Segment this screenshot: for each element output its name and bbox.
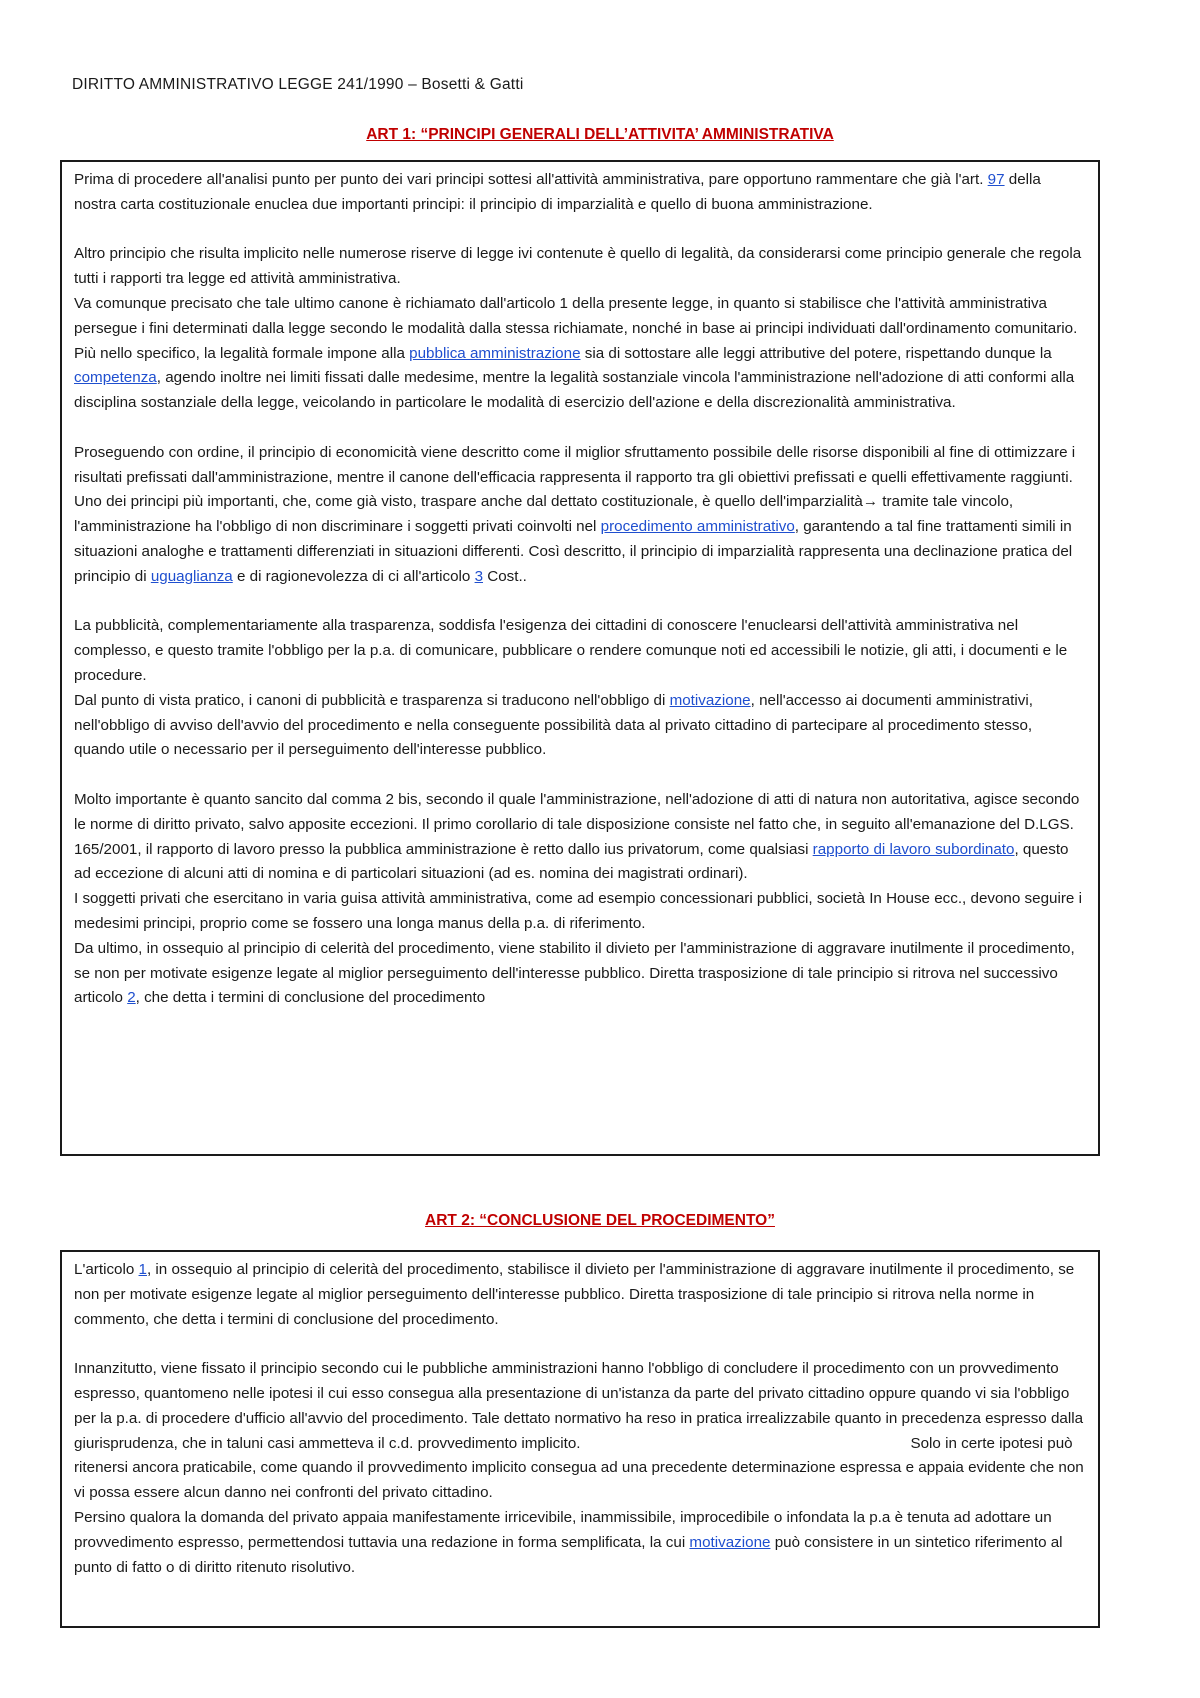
link-art-1[interactable]: 1 — [138, 1261, 147, 1278]
link-rapporto-lavoro-subordinato[interactable]: rapporto di lavoro subordinato — [812, 840, 1015, 858]
text-run: Persino qualora la domanda del privato appaia manifestamente irricevibile, inammissibile, improcedibile o infondata la p.a è tenuta ad adottare un provvedimento espresso, permettendosi tuttavia una redazione in forma semplificata, la cui — [74, 1508, 1052, 1551]
art1-text-box — [60, 160, 1100, 1156]
art1-paragraph — [74, 937, 1086, 1011]
text-run: , nell'accesso ai documenti amministrativi, nell'obbligo di avviso dell'avvio del procedimento e nella conseguente possibilità data al privato cittadino di partecipare al procedimento stesso, quando utile o necessario per il perseguimento dell'interesse pubblico. — [74, 691, 1033, 759]
text-run: Uno dei principi più importanti, che, come già visto, traspare anche dal dettato costituzionale, è quello dell'imparzialità→ tramite tale vincolo, l'amministrazione ha l'obbligo di non discriminare i soggetti privati coinvolti nel — [74, 493, 1014, 536]
art1-paragraph: Va comunque precisato che tale ultimo canone è richiamato dall'articolo 1 della presente legge, in quanto si stabilisce che l'attività amministrativa persegue i fini determinati dalla legge secondo le modalità dalla stessa richiamate, nonché in base ai principi individuati dall'ordinamento comunitario. — [74, 294, 1078, 337]
link-art-3[interactable]: 3 — [474, 567, 484, 585]
text-run: può consistere in un sintetico riferimento al punto di fatto o di diritto ritenuto risolutivo. — [74, 1533, 1063, 1576]
link-motivazione[interactable]: motivazione — [669, 691, 751, 709]
art1-paragraph — [74, 490, 1086, 589]
text-run: Innanzitutto, viene fissato il principio secondo cui le pubbliche amministrazioni hanno l'obbligo di concludere il procedimento con un provvedimento espresso, quantomeno nelle ipotesi il cui esso consegua alla presentazione di un'istanza da parte del privato cittadino oppure quando vi sia l'obbligo per la p.a. di procedere d'ufficio all'avvio del procedimento. Tale dettato normativo ha reso in pratica irrealizzabile quanto in precedenza espresso dalla giurisprudenza, che in taluni casi ammetteva il c.d. provvedimento implicito. — [74, 1360, 1084, 1452]
link-pubblica-amministrazione[interactable]: pubblica amministrazione — [409, 344, 581, 362]
text-run: Solo in certe ipotesi può ritenersi ancora praticabile, come quando il provvedimento implicito consegua ad una precedente determinazione espressa e appaia evidente che non vi possa essere alcun danno nei confronti del privato cittadino. — [74, 1434, 1084, 1502]
art1-heading: ART 1: “PRINCIPI GENERALI DELL’ATTIVITA’ AMMINISTRATIVA — [366, 126, 834, 143]
text-run: Dal punto di vista pratico, i canoni di pubblicità e trasparenza si traducono nell'obbligo di — [74, 691, 670, 709]
text-run: Cost.. — [483, 567, 527, 585]
art1-paragraph — [74, 689, 1086, 763]
art1-paragraph: Proseguendo con ordine, il principio di economicità viene descritto come il miglior sfruttamento possibile delle risorse disponibili al fine di ottimizzare i risultati prefissati dall'amministrazione, mentre il canone dell'efficacia rappresenta il rapporto tra gli obiettivi prefissati e quelli effettivamente raggiunti. — [74, 443, 1076, 486]
art2-paragraph — [74, 1258, 1086, 1332]
art1-paragraph: I soggetti privati che esercitano in varia guisa attività amministrativa, come ad esempio concessionari pubblici, società In House ecc., devono seguire i medesimi principi, proprio come se fossero una longa manus della p.a. di riferimento. — [74, 890, 1082, 932]
text-run: L'articolo — [74, 1261, 139, 1278]
text-run: e di ragionevolezza di ci all'articolo — [232, 567, 475, 585]
text-run: Da ultimo, in ossequio al principio di celerità del procedimento, viene stabilito il divieto per l'amministrazione di aggravare inutilmente il procedimento, se non per motivate esigenze legate al miglior perseguimento dell'interesse pubblico. Diretta trasposizione di tale principio si ritrova nel successivo articolo — [74, 939, 1075, 1007]
art2-heading: ART 2: “CONCLUSIONE DEL PROCEDIMENTO” — [425, 1212, 775, 1229]
document-title: DIRITTO AMMINISTRATIVO LEGGE 241/1990 – Bosetti & Gatti — [72, 76, 524, 93]
text-run: , agendo inoltre nei limiti fissati dalle medesime, mentre la legalità sostanziale vincola l'amministrazione nell'adozione di atti conformi alla disciplina sostanziale della legge, veicolando in particolare le modalità di esercizio dell'azione e della discrezionalità amministrativa. — [74, 369, 1075, 412]
art2-paragraph — [74, 1357, 1086, 1506]
text-run: Più nello specifico, la legalità formale impone alla — [74, 344, 410, 362]
art1-paragraph: La pubblicità, complementariamente alla trasparenza, soddisfa l'esigenza dei cittadini di conoscere l'enuclearsi dell'attività amministrativa nel complesso, e questo tramite l'obbligo per la p.a. di comunicare, pubblicare o rendere comunque noti ed accessibili le notizie, gli atti, i documenti e le procedure. — [74, 617, 1068, 684]
text-run: sia di sottostare alle leggi attributive del potere, rispettando dunque la — [580, 344, 1052, 362]
text-run: Prima di procedere all'analisi punto per punto dei vari principi sottesi all'attività amministrativa, pare opportuno rammentare che già l'art. — [74, 171, 988, 188]
text-run: , questo ad eccezione di alcuni atti di nomina e di particolari situazioni (ad es. nomina dei magistrati ordinari). — [74, 840, 1069, 883]
text-run: , che detta i termini di conclusione del procedimento — [135, 989, 486, 1007]
art1-paragraph — [74, 788, 1086, 887]
art1-paragraph: Altro principio che risulta implicito nelle numerose riserve di legge ivi contenute è quello di legalità, da considerarsi come principio generale che regola tutti i rapporti tra legge ed attività amministrativa. — [74, 245, 1082, 288]
link-art-97[interactable]: 97 — [987, 171, 1005, 188]
link-art-2[interactable]: 2 — [127, 989, 136, 1007]
link-competenza[interactable]: competenza — [74, 369, 157, 387]
text-run: Molto importante è quanto sancito dal comma 2 bis, secondo il quale l'amministrazione, nell'adozione di atti di natura non autoritativa, agisce secondo le norme di diritto privato, salvo apposite eccezioni. Il primo corollario di tale disposizione consiste nel fatto che, in seguito all'emanazione del D.LGS. 165/2001, il rapporto di lavoro presso la pubblica amministrazione è retto dallo ius privatorum, come qualsiasi — [74, 790, 1080, 858]
art2-text-box — [60, 1250, 1100, 1628]
text-run: , in ossequio al principio di celerità del procedimento, stabilisce il divieto per l'amministrazione di aggravare inutilmente il procedimento, se non per motivate esigenze legate al miglior perseguimento dell'interesse pubblico. Diretta trasposizione di tale principio si ritrova nella norme in commento, che detta i termini di conclusione del procedimento. — [74, 1261, 1075, 1328]
link-procedimento-amministrativo[interactable]: procedimento amministrativo — [600, 518, 795, 536]
art1-paragraph — [74, 342, 1086, 416]
text-run: , garantendo a tal fine trattamenti simili in situazioni analoghe e trattamenti differenziati in situazioni differenti. Così descritto, il principio di imparzialità rappresenta una declinazione pratica del principio di — [74, 518, 1073, 585]
text-run: della nostra carta costituzionale enuclea due importanti principi: il principio di imparzialità e quello di buona amministrazione. — [74, 171, 1041, 213]
art2-paragraph — [74, 1506, 1086, 1580]
link-uguaglianza[interactable]: uguaglianza — [150, 567, 233, 585]
link-motivazione-2[interactable]: motivazione — [689, 1533, 771, 1551]
art1-paragraph — [74, 168, 1086, 218]
